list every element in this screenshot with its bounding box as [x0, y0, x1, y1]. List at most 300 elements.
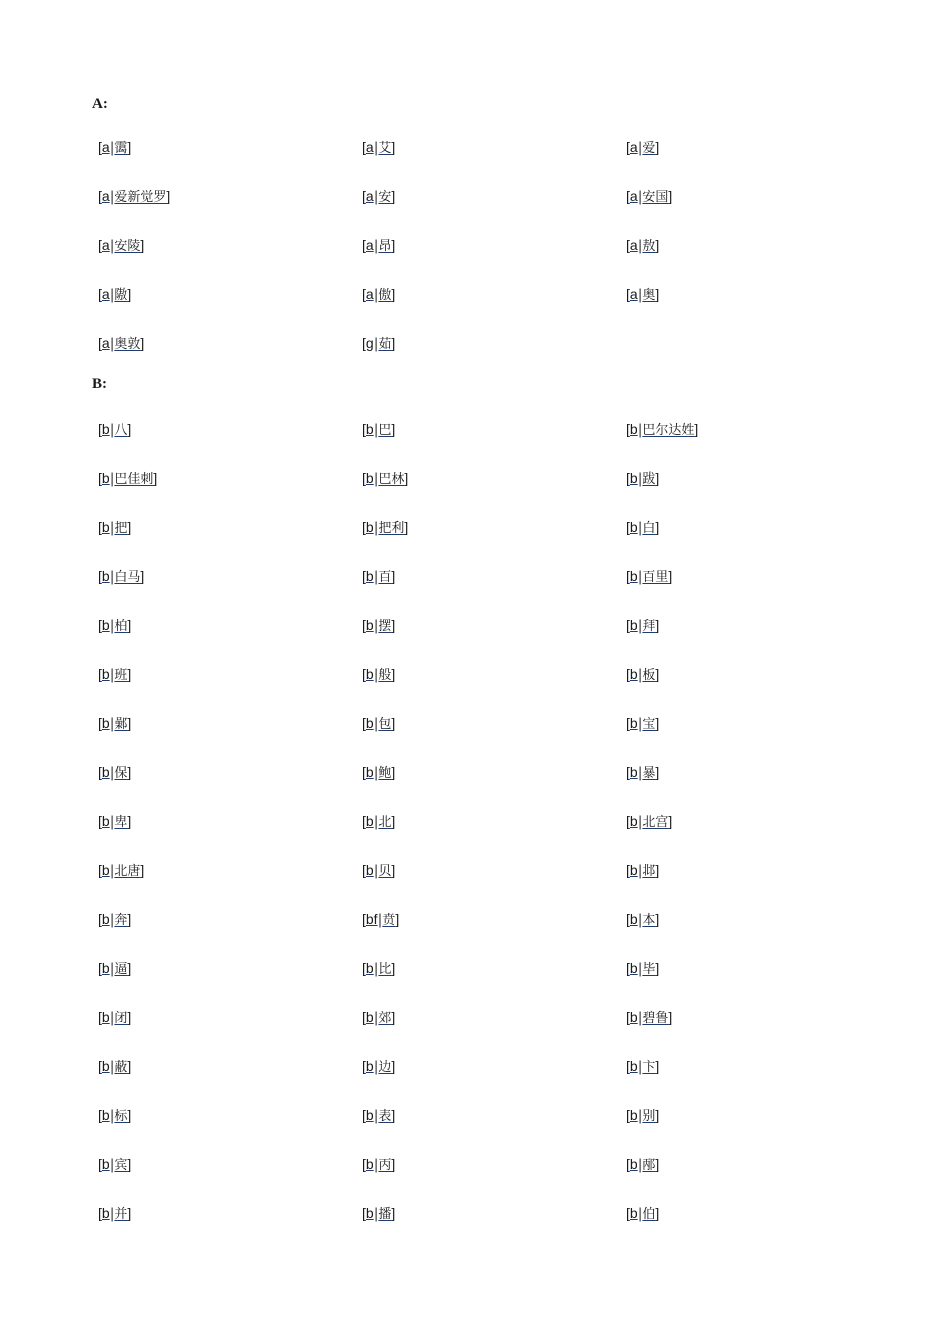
close-bracket: ]: [140, 862, 145, 878]
entry-pinyin: a: [629, 237, 638, 253]
open-bracket: [: [98, 862, 102, 878]
entry-surname: 卞: [642, 1060, 656, 1075]
entry-surname: 碧鲁: [642, 1011, 669, 1026]
pinyin-entry[interactable]: [98, 1057, 362, 1106]
close-bracket: ]: [655, 764, 660, 780]
entry-pinyin: a: [101, 237, 110, 253]
entry-surname: 本: [642, 913, 656, 928]
separator: |: [109, 189, 115, 205]
close-bracket: ]: [655, 237, 660, 253]
pinyin-entry[interactable]: [626, 138, 890, 187]
separator: |: [109, 1157, 115, 1173]
separator: |: [637, 912, 643, 928]
open-bracket: [: [98, 568, 102, 584]
separator: |: [637, 863, 643, 879]
separator: |: [373, 765, 379, 781]
close-bracket: ]: [694, 421, 699, 437]
separator: |: [637, 961, 643, 977]
pinyin-entry[interactable]: [362, 861, 626, 910]
close-bracket: ]: [127, 1205, 132, 1221]
entry-surname: 比: [378, 962, 392, 977]
pinyin-entry[interactable]: [362, 1155, 626, 1204]
entry-surname: 逼: [114, 962, 128, 977]
separator: |: [109, 863, 115, 879]
entry-surname: 拜: [642, 619, 656, 634]
separator: |: [373, 863, 379, 879]
separator: |: [637, 667, 643, 683]
entry-surname: 八: [114, 423, 128, 438]
entry-surname: 百: [378, 570, 392, 585]
entry-surname: 把利: [378, 521, 405, 536]
entry-pinyin: a: [101, 335, 110, 351]
entry-pinyin: b: [101, 470, 110, 486]
pinyin-entry[interactable]: [98, 616, 362, 665]
pinyin-entry[interactable]: [626, 469, 890, 518]
pinyin-entry[interactable]: [98, 910, 362, 959]
open-bracket: [: [98, 617, 102, 633]
close-bracket: ]: [391, 139, 396, 155]
open-bracket: [: [98, 421, 102, 437]
pinyin-entry[interactable]: [98, 1155, 362, 1204]
separator: |: [637, 814, 643, 830]
open-bracket: [: [362, 335, 366, 351]
entry-surname: 并: [114, 1207, 128, 1222]
separator: |: [373, 1206, 379, 1222]
pinyin-entry[interactable]: [626, 616, 890, 665]
pinyin-entry[interactable]: [362, 420, 626, 469]
close-bracket: ]: [668, 568, 673, 584]
pinyin-entry[interactable]: [362, 959, 626, 1008]
close-bracket: ]: [127, 960, 132, 976]
close-bracket: ]: [391, 862, 396, 878]
entry-surname: 隞: [114, 288, 128, 303]
close-bracket: ]: [404, 519, 409, 535]
entry-pinyin: b: [101, 960, 110, 976]
entry-surname: 把: [114, 521, 128, 536]
close-bracket: ]: [166, 188, 171, 204]
entry-surname: 奥: [642, 288, 656, 303]
entry-pinyin: b: [101, 1107, 110, 1123]
entry-pinyin: b: [629, 1058, 638, 1074]
pinyin-entry[interactable]: [98, 959, 362, 1008]
pinyin-entry[interactable]: [98, 285, 362, 334]
open-bracket: [: [362, 666, 366, 682]
open-bracket: [: [626, 617, 630, 633]
entry-pinyin: b: [365, 1009, 374, 1025]
pinyin-entry[interactable]: [626, 567, 890, 616]
close-bracket: ]: [668, 1009, 673, 1025]
close-bracket: ]: [655, 960, 660, 976]
pinyin-entry[interactable]: [626, 1057, 890, 1106]
open-bracket: [: [98, 1058, 102, 1074]
close-bracket: ]: [127, 1058, 132, 1074]
entry-pinyin: b: [365, 1205, 374, 1221]
open-bracket: [: [98, 1009, 102, 1025]
pinyin-entry[interactable]: [98, 236, 362, 285]
close-bracket: ]: [127, 139, 132, 155]
separator: |: [373, 422, 379, 438]
open-bracket: [: [362, 139, 366, 155]
separator: |: [373, 336, 379, 352]
section-b-heading: B:: [92, 376, 107, 392]
pinyin-entry[interactable]: [626, 1204, 890, 1253]
entry-pinyin: b: [365, 666, 374, 682]
pinyin-entry[interactable]: [98, 763, 362, 812]
pinyin-entry[interactable]: [626, 812, 890, 861]
separator: |: [109, 961, 115, 977]
open-bracket: [: [362, 1058, 366, 1074]
pinyin-entry[interactable]: [626, 665, 890, 714]
entry-pinyin: b: [101, 911, 110, 927]
separator: |: [373, 569, 379, 585]
entry-surname: 标: [114, 1109, 128, 1124]
close-bracket: ]: [391, 1009, 396, 1025]
close-bracket: ]: [391, 1058, 396, 1074]
separator: |: [109, 569, 115, 585]
entry-surname: 跋: [642, 472, 656, 487]
close-bracket: ]: [655, 911, 660, 927]
separator: |: [109, 667, 115, 683]
close-bracket: ]: [391, 715, 396, 731]
separator: |: [109, 520, 115, 536]
close-bracket: ]: [668, 813, 673, 829]
pinyin-entry[interactable]: [626, 1008, 890, 1057]
entry-pinyin: b: [629, 911, 638, 927]
separator: |: [637, 1157, 643, 1173]
entry-pinyin: b: [101, 519, 110, 535]
pinyin-entry[interactable]: [98, 567, 362, 616]
entry-pinyin: b: [101, 862, 110, 878]
separator: |: [109, 336, 115, 352]
pinyin-entry[interactable]: [362, 187, 626, 236]
pinyin-entry[interactable]: [626, 714, 890, 763]
close-bracket: ]: [655, 139, 660, 155]
open-bracket: [: [626, 813, 630, 829]
pinyin-entry[interactable]: [362, 812, 626, 861]
pinyin-entry[interactable]: [626, 518, 890, 567]
open-bracket: [: [362, 911, 366, 927]
entry-pinyin: b: [365, 470, 374, 486]
entry-pinyin: a: [365, 139, 374, 155]
pinyin-entry[interactable]: [98, 138, 362, 187]
open-bracket: [: [362, 237, 366, 253]
entry-pinyin: a: [101, 139, 110, 155]
close-bracket: ]: [655, 666, 660, 682]
close-bracket: ]: [404, 470, 409, 486]
close-bracket: ]: [655, 470, 660, 486]
entry-pinyin: b: [365, 960, 374, 976]
open-bracket: [: [98, 335, 102, 351]
close-bracket: ]: [127, 1156, 132, 1172]
close-bracket: ]: [391, 188, 396, 204]
entry-surname: 鄵: [114, 717, 128, 732]
entry-pinyin: b: [101, 666, 110, 682]
separator: |: [373, 238, 379, 254]
entry-pinyin: b: [629, 421, 638, 437]
pinyin-entry[interactable]: [362, 1106, 626, 1155]
entry-surname: 傲: [378, 288, 392, 303]
open-bracket: [: [626, 715, 630, 731]
open-bracket: [: [626, 1107, 630, 1123]
entry-surname: 百里: [642, 570, 669, 585]
separator: |: [373, 1108, 379, 1124]
close-bracket: ]: [391, 286, 396, 302]
entry-pinyin: a: [365, 188, 374, 204]
close-bracket: ]: [391, 617, 396, 633]
pinyin-entry[interactable]: [98, 518, 362, 567]
separator: |: [109, 912, 115, 928]
entry-pinyin: b: [365, 568, 374, 584]
pinyin-entry[interactable]: [98, 420, 362, 469]
pinyin-entry[interactable]: [626, 1106, 890, 1155]
entry-pinyin: b: [365, 617, 374, 633]
entry-surname: 班: [114, 668, 128, 683]
open-bracket: [: [362, 188, 366, 204]
entry-surname: 奔: [114, 913, 128, 928]
separator: |: [373, 1059, 379, 1075]
close-bracket: ]: [127, 813, 132, 829]
close-bracket: ]: [127, 519, 132, 535]
open-bracket: [: [98, 715, 102, 731]
entry-surname: 安陵: [114, 239, 141, 254]
close-bracket: ]: [127, 617, 132, 633]
entry-surname: 敖: [642, 239, 656, 254]
entry-surname: 北唐: [114, 864, 141, 879]
entry-pinyin: b: [629, 519, 638, 535]
separator: |: [373, 520, 379, 536]
close-bracket: ]: [395, 911, 400, 927]
entry-surname: 白: [642, 521, 656, 536]
separator: |: [109, 1206, 115, 1222]
separator: |: [109, 422, 115, 438]
open-bracket: [: [98, 911, 102, 927]
entry-surname: 宾: [114, 1158, 128, 1173]
pinyin-entry[interactable]: [362, 714, 626, 763]
pinyin-entry[interactable]: [362, 1057, 626, 1106]
entry-pinyin: b: [629, 1205, 638, 1221]
entry-pinyin: b: [101, 421, 110, 437]
entry-pinyin: b: [101, 813, 110, 829]
entry-surname: 闭: [114, 1011, 128, 1026]
pinyin-entry[interactable]: [98, 334, 362, 383]
entry-pinyin: a: [101, 286, 110, 302]
open-bracket: [: [362, 519, 366, 535]
close-bracket: ]: [655, 1058, 660, 1074]
open-bracket: [: [98, 237, 102, 253]
pinyin-entry[interactable]: [98, 812, 362, 861]
separator: |: [373, 189, 379, 205]
separator: |: [637, 422, 643, 438]
close-bracket: ]: [655, 1156, 660, 1172]
entry-surname: 保: [114, 766, 128, 781]
pinyin-entry[interactable]: [362, 665, 626, 714]
separator: |: [377, 912, 383, 928]
open-bracket: [: [98, 470, 102, 486]
pinyin-entry[interactable]: [626, 861, 890, 910]
entry-surname: 霭: [114, 141, 128, 156]
entry-surname: 巴尔达姓: [642, 423, 695, 438]
pinyin-entry[interactable]: [626, 910, 890, 959]
pinyin-entry[interactable]: [362, 1008, 626, 1057]
entry-pinyin: b: [365, 764, 374, 780]
open-bracket: [: [362, 286, 366, 302]
pinyin-entry[interactable]: [362, 616, 626, 665]
entry-surname: 般: [378, 668, 392, 683]
separator: |: [637, 569, 643, 585]
pinyin-entry[interactable]: [626, 187, 890, 236]
pinyin-entry[interactable]: [626, 1155, 890, 1204]
entry-surname: 茹: [378, 337, 392, 352]
close-bracket: ]: [655, 715, 660, 731]
entry-surname: 爱新觉罗: [114, 190, 167, 205]
separator: |: [373, 471, 379, 487]
close-bracket: ]: [391, 237, 396, 253]
pinyin-entry[interactable]: [98, 1008, 362, 1057]
separator: |: [637, 1206, 643, 1222]
entry-pinyin: b: [365, 715, 374, 731]
entry-surname: 艾: [378, 141, 392, 156]
open-bracket: [: [362, 960, 366, 976]
entry-surname: 播: [378, 1207, 392, 1222]
entry-surname: 安国: [642, 190, 669, 205]
pinyin-entry[interactable]: [362, 910, 626, 959]
pinyin-entry[interactable]: [626, 959, 890, 1008]
open-bracket: [: [98, 666, 102, 682]
pinyin-entry[interactable]: [98, 469, 362, 518]
pinyin-entry[interactable]: [626, 420, 890, 469]
close-bracket: ]: [655, 617, 660, 633]
pinyin-entry[interactable]: [362, 567, 626, 616]
entry-pinyin: b: [629, 862, 638, 878]
pinyin-entry[interactable]: [362, 236, 626, 285]
pinyin-entry[interactable]: [98, 1204, 362, 1253]
separator: |: [109, 1059, 115, 1075]
entry-pinyin: a: [629, 139, 638, 155]
separator: |: [637, 765, 643, 781]
open-bracket: [: [98, 139, 102, 155]
entry-pinyin: b: [629, 764, 638, 780]
pinyin-entry[interactable]: [362, 334, 626, 383]
entry-surname: 巴林: [378, 472, 405, 487]
separator: |: [109, 716, 115, 732]
separator: |: [637, 1010, 643, 1026]
open-bracket: [: [362, 568, 366, 584]
open-bracket: [: [626, 139, 630, 155]
pinyin-entry[interactable]: [362, 285, 626, 334]
open-bracket: [: [98, 188, 102, 204]
open-bracket: [: [98, 764, 102, 780]
entry-surname: 宝: [642, 717, 656, 732]
separator: |: [373, 287, 379, 303]
open-bracket: [: [362, 421, 366, 437]
entry-surname: 邶: [642, 864, 656, 879]
close-bracket: ]: [391, 335, 396, 351]
open-bracket: [: [98, 1107, 102, 1123]
entry-pinyin: b: [365, 421, 374, 437]
entry-surname: 邴: [642, 1158, 656, 1173]
close-bracket: ]: [140, 568, 145, 584]
close-bracket: ]: [391, 666, 396, 682]
close-bracket: ]: [391, 1107, 396, 1123]
close-bracket: ]: [668, 188, 673, 204]
pinyin-entry[interactable]: [98, 665, 362, 714]
section-b-grid: [98, 420, 898, 1253]
entry-pinyin: b: [101, 1156, 110, 1172]
entry-pinyin: b: [365, 1156, 374, 1172]
entry-surname: 伯: [642, 1207, 656, 1222]
open-bracket: [: [626, 470, 630, 486]
entry-surname: 爱: [642, 141, 656, 156]
pinyin-entry[interactable]: [626, 285, 890, 334]
pinyin-entry[interactable]: [98, 187, 362, 236]
entry-pinyin: b: [365, 813, 374, 829]
open-bracket: [: [98, 960, 102, 976]
entry-surname: 北宫: [642, 815, 669, 830]
entry-surname: 北: [378, 815, 392, 830]
entry-pinyin: a: [365, 286, 374, 302]
pinyin-entry[interactable]: [362, 1204, 626, 1253]
entry-surname: 昂: [378, 239, 392, 254]
separator: |: [373, 140, 379, 156]
entry-pinyin: b: [365, 519, 374, 535]
pinyin-entry[interactable]: [98, 1106, 362, 1155]
separator: |: [637, 238, 643, 254]
open-bracket: [: [626, 911, 630, 927]
pinyin-entry[interactable]: [626, 236, 890, 285]
pinyin-entry[interactable]: [362, 518, 626, 567]
close-bracket: ]: [127, 421, 132, 437]
section-a-heading: A:: [92, 96, 108, 112]
entry-pinyin: b: [101, 1009, 110, 1025]
separator: |: [109, 814, 115, 830]
entry-surname: 卑: [114, 815, 128, 830]
pinyin-entry[interactable]: [98, 714, 362, 763]
entry-surname: 蔽: [114, 1060, 128, 1075]
pinyin-entry[interactable]: [626, 763, 890, 812]
entry-pinyin: b: [101, 568, 110, 584]
pinyin-entry[interactable]: [362, 763, 626, 812]
separator: |: [109, 1010, 115, 1026]
entry-surname: 摆: [378, 619, 392, 634]
pinyin-entry[interactable]: [98, 861, 362, 910]
entry-pinyin: b: [629, 813, 638, 829]
separator: |: [373, 716, 379, 732]
pinyin-entry[interactable]: [362, 469, 626, 518]
entry-surname: 巴佳刺: [114, 472, 154, 487]
entry-surname: 暴: [642, 766, 656, 781]
open-bracket: [: [98, 813, 102, 829]
separator: |: [109, 1108, 115, 1124]
separator: |: [109, 140, 115, 156]
separator: |: [109, 618, 115, 634]
entry-pinyin: b: [629, 960, 638, 976]
close-bracket: ]: [153, 470, 158, 486]
close-bracket: ]: [391, 813, 396, 829]
separator: |: [373, 1010, 379, 1026]
close-bracket: ]: [391, 1205, 396, 1221]
close-bracket: ]: [127, 911, 132, 927]
separator: |: [373, 618, 379, 634]
open-bracket: [: [626, 862, 630, 878]
entry-surname: 柏: [114, 619, 128, 634]
pinyin-entry[interactable]: [362, 138, 626, 187]
close-bracket: ]: [391, 568, 396, 584]
entry-pinyin: b: [629, 617, 638, 633]
close-bracket: ]: [655, 1205, 660, 1221]
entry-surname: 鲍: [378, 766, 392, 781]
entry-surname: 别: [642, 1109, 656, 1124]
separator: |: [637, 618, 643, 634]
